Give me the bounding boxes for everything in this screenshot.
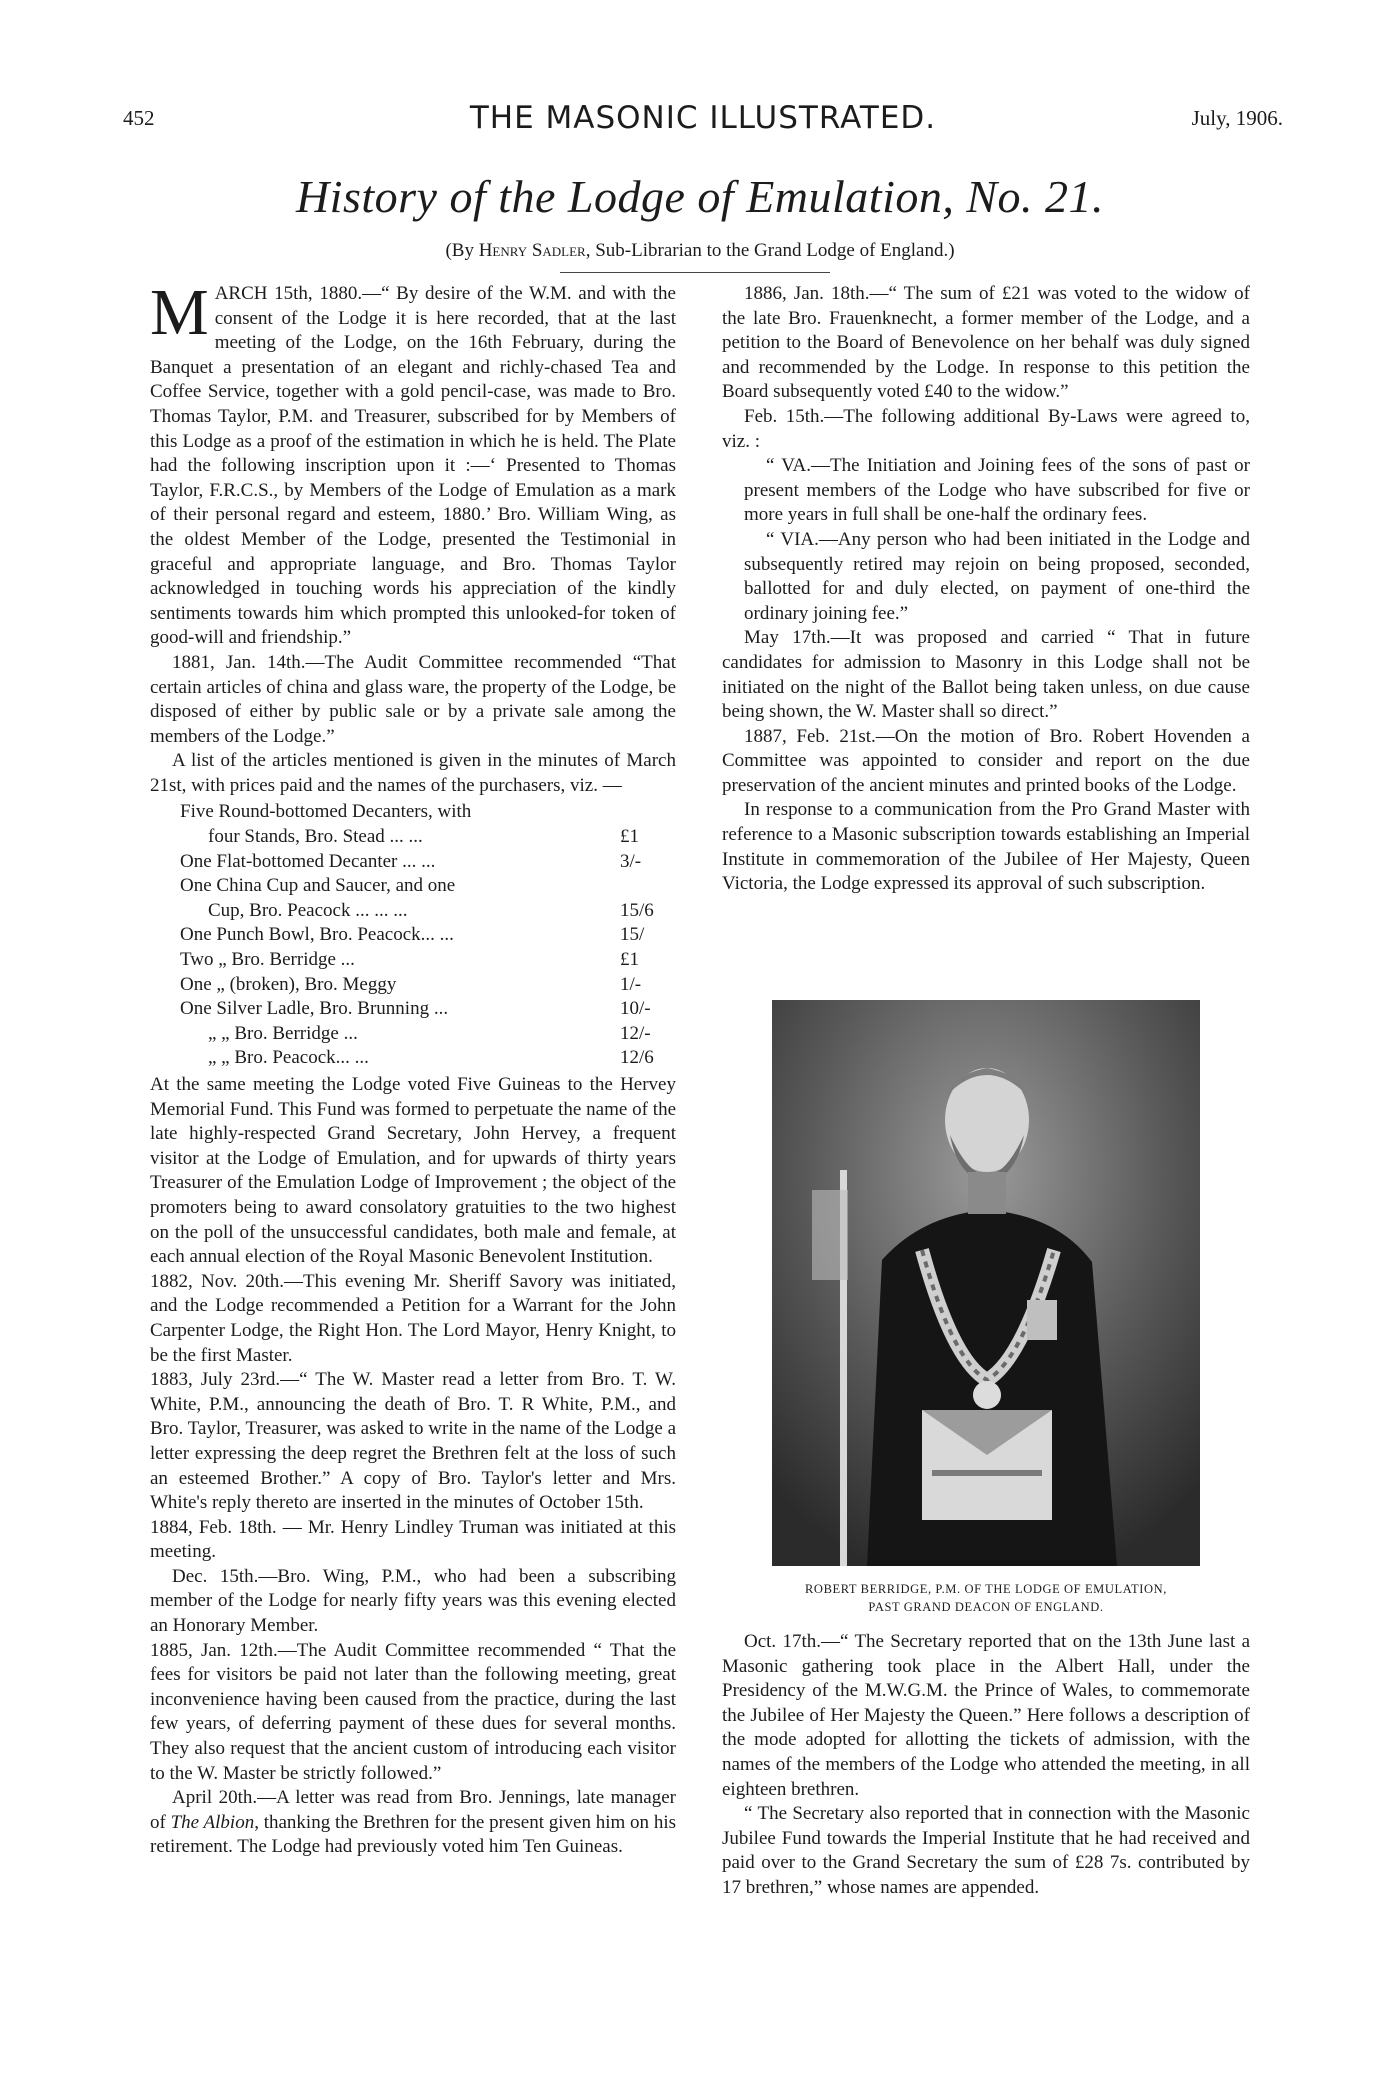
caption-line-1: ROBERT BERRIDGE, P.M. OF THE LODGE OF EMULATION, xyxy=(805,1582,1167,1596)
item-price: 1/- xyxy=(620,973,642,995)
list-item xyxy=(180,948,676,973)
right-paragraph-7: “ The Secretary also reported that in connection with the Masonic Jubilee Fund towards the Imperial Institute that he had received and paid over to the Grand Secretary the sum of £28 7s. contributed by 17 brethren,” whose names are appended. xyxy=(722,1803,1250,1898)
right-paragraph-5: In response to a communication from the Pro Grand Master with reference to a Masonic subscription towards establishing an Imperial Institute in commemoration of the Jubilee of Her Majesty, Queen Victoria, the Lodge expressed its approval of such subscription. xyxy=(722,799,1250,895)
left-paragraph-10-end: , thanking the Brethren for the present given him on his retirement. The Lodge had previously voted him Ten Guineas. xyxy=(150,1811,676,1858)
list-item xyxy=(180,923,676,948)
left-paragraph-3: A list of the articles mentioned is given in the minutes of March 21st, with prices paid and the names of the purchasers, viz. — xyxy=(150,750,676,796)
item-price xyxy=(620,800,676,825)
item-price xyxy=(620,874,676,899)
left-paragraph-10-start: April 20th.—A letter was read from Bro. Jennings, late manager of xyxy=(150,1787,676,1833)
item-description: four Stands, Bro. Stead ... ... xyxy=(208,826,423,848)
item-price: 10/- xyxy=(620,998,651,1020)
left-paragraph-10 xyxy=(150,1786,676,1860)
list-item xyxy=(180,997,676,1022)
right-paragraph-2: Feb. 15th.—The following additional By-Laws were agreed to, viz. : xyxy=(722,405,1250,452)
item-description: One Flat-bottomed Decanter ... ... xyxy=(180,850,436,872)
left-paragraph-8: Dec. 15th.—Bro. Wing, P.M., who had been a subscribing member of the Lodge for nearly fifty years was this evening elected an Honorary Member. xyxy=(150,1565,676,1637)
portrait-photo xyxy=(772,1000,1200,1566)
title-rule xyxy=(560,272,830,273)
sale-item-list xyxy=(180,800,676,1071)
article-title: History of the Lodge of Emulation, No. 21. xyxy=(295,171,1105,222)
item-description: Five Round-bottomed Decanters, with xyxy=(180,801,472,823)
item-price: 12/6 xyxy=(620,1047,654,1069)
caption-line-2: PAST GRAND DEACON OF ENGLAND. xyxy=(868,1600,1104,1614)
left-paragraph-7: 1884, Feb. 18th. — Mr. Henry Lindley Truman was initiated at this meeting. xyxy=(150,1516,676,1563)
drop-cap: M xyxy=(150,276,209,349)
item-description: Cup, Bro. Peacock ... ... ... xyxy=(208,899,408,921)
right-paragraph-1: 1886, Jan. 18th.—“ The sum of £21 was voted to the widow of the late Bro. Frauenknecht, a former member of the Lodge, and a petition to the Board of Benevolence on her behalf was duly signed and recommended by the Lodge. In response to this petition the Board subsequently voted £40 to the widow.” xyxy=(722,283,1250,403)
right-paragraph-4: 1887, Feb. 21st.—On the motion of Bro. Robert Hovenden a Committee was appointed to consider and report on the due preservation of the ancient minutes and printed books of the Lodge. xyxy=(722,725,1250,796)
item-description: One Punch Bowl, Bro. Peacock... ... xyxy=(180,924,454,946)
left-column xyxy=(150,276,676,1860)
byline xyxy=(0,240,1400,262)
byline-prefix: (By xyxy=(445,240,474,261)
newspaper-title: The Albion xyxy=(170,1811,255,1833)
journal-title: THE MASONIC ILLUSTRATED. xyxy=(469,100,937,136)
item-description: Two „ Bro. Berridge ... xyxy=(180,949,355,971)
right-column-upper xyxy=(722,282,1250,897)
issue-date: July, 1906. xyxy=(1191,106,1283,130)
item-price: £1 xyxy=(620,949,639,971)
list-item xyxy=(180,1022,676,1047)
left-paragraph-6: 1883, July 23rd.—“ The W. Master read a letter from Bro. T. W. White, P.M., announcing the death of Bro. T. R White, P.M., and Bro. Taylor, Treasurer, was asked to write in the name of the Lodge a letter expressing the deep regret the Brethren felt at the loss of such an esteemed Brother.” A copy of Bro. Taylor's letter and Mrs. White's reply thereto are inserted in the minutes of October 15th. xyxy=(150,1369,676,1514)
right-paragraph-3: May 17th.—It was proposed and carried “ That in future candidates for admission to Masonry in this Lodge shall not be initiated on the night of the Ballot being taken unless, on due cause being shown, the W. Master shall so direct.” xyxy=(722,627,1250,723)
portrait-illustration xyxy=(772,1000,1200,1566)
item-description: „ „ Bro. Berridge ... xyxy=(208,1022,358,1044)
list-item xyxy=(180,800,676,825)
left-paragraph-4: At the same meeting the Lodge voted Five Guineas to the Hervey Memorial Fund. This Fund was formed to perpetuate the name of the late highly-respected Grand Secretary, John Hervey, a frequent visitor at the Lodge of Emulation, and for upwards of thirty years Treasurer of the Emulation Lodge of Improvement ; the object of the promoters being to award consolatory gratuities to the two highest on the poll of the unsuccessful candidates, both male and female, at each annual election of the Royal Masonic Benevolent Institution. xyxy=(150,1074,676,1268)
item-price: 3/- xyxy=(620,850,642,872)
list-item xyxy=(180,874,676,899)
item-description: One „ (broken), Bro. Meggy xyxy=(180,973,397,995)
list-item xyxy=(180,973,676,998)
running-head xyxy=(123,100,1283,140)
byline-author: Henry Sadler xyxy=(478,240,586,261)
left-paragraph-9: 1885, Jan. 12th.—The Audit Committee recommended “ That the fees for visitors be paid not later than the following meeting, great inconvenience having been caused from the practice, during the last few years, of deferring payment of these dues for several months. They also request that the ancient custom of introducing each visitor to the W. Master be strictly followed.” xyxy=(150,1639,676,1784)
item-price: 15/6 xyxy=(620,899,654,921)
left-paragraph-2: 1881, Jan. 14th.—The Audit Committee recommended “That certain articles of china and glass ware, the property of the Lodge, be disposed of either by public sale or by a private sale among the members of the Lodge.” xyxy=(150,651,676,747)
bylaw-va: “ VA.—The Initiation and Joining fees of the sons of past or present members of the Lodge who have subscribed for five or more years in full shall be one-half the ordinary fees. xyxy=(744,455,1250,526)
list-item xyxy=(180,825,676,850)
photo-caption xyxy=(722,1580,1250,1616)
item-description: „ „ Bro. Peacock... ... xyxy=(208,1047,369,1069)
left-paragraph-1 xyxy=(150,276,676,651)
item-description: One China Cup and Saucer, and one xyxy=(180,875,456,897)
left-paragraph-1-text: ARCH 15th, 1880.—“ By desire of the W.M. and with the consent of the Lodge it is here recorded, that at the last meeting of the Lodge, on the 16th February, during the Banquet a presentation of an elegant and richly-chased Tea and Coffee Service, together with a gold pencil-case, was made to Bro. Thomas Taylor, P.M. and Treasurer, subscribed for by Members of this Lodge as a proof of the estimation in which he is held. The Plate had the following inscription upon it :—‘ Presented to Thomas Taylor, F.R.C.S., by Members of the Lodge of Emulation as a mark of their personal regard and esteem, 1880.’ Bro. William Wing, as the oldest Member of the Lodge, presented the Testimonial in graceful and appropriate language, and Bro. Thomas Taylor acknowledged in touching words his appreciation of the kindly sentiments towards him which prompted this unlooked-for token of good-will and friendship.” xyxy=(150,283,676,649)
list-item xyxy=(180,850,676,875)
left-paragraph-5: 1882, Nov. 20th.—This evening Mr. Sheriff Savory was initiated, and the Lodge recommended a Petition for a Warrant for the John Carpenter Lodge, the Right Hon. The Lord Mayor, Henry Knight, to be the first Master. xyxy=(150,1270,676,1366)
list-item xyxy=(180,899,676,924)
bylaw-via: “ VIA.—Any person who had been initiated in the Lodge and subsequently retired may rejoin on being proposed, seconded, ballotted for and duly elected, on payment of one-third the ordinary joining fee.” xyxy=(744,528,1250,624)
item-price: £1 xyxy=(620,826,639,848)
byline-suffix: , Sub-Librarian to the Grand Lodge of England.) xyxy=(585,240,955,261)
right-paragraph-6: Oct. 17th.—“ The Secretary reported that on the 13th June last a Masonic gathering took place in the Albert Hall, under the Presidency of the M.W.G.M. the Prince of Wales, to commemorate the Jubilee of Her Majesty the Queen.” Here follows a description of the mode adopted for allotting the tickets of admission, with the names of the members of the Lodge who attended the meeting, in all eighteen brethren. xyxy=(722,1631,1250,1800)
page-number: 452 xyxy=(123,106,155,130)
item-price: 12/- xyxy=(620,1022,651,1044)
item-description: One Silver Ladle, Bro. Brunning ... xyxy=(180,998,449,1020)
right-column-lower xyxy=(722,1630,1250,1901)
list-item xyxy=(180,1046,676,1071)
item-price: 15/ xyxy=(620,924,645,946)
